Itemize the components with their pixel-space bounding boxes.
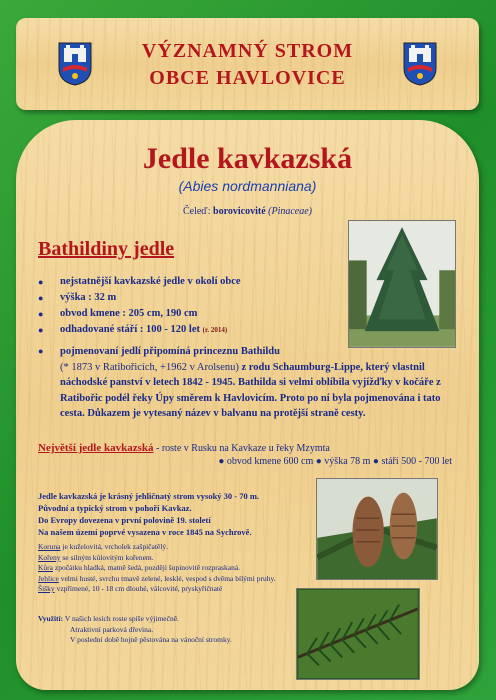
family-label: Čeleď: — [182, 206, 211, 217]
morphology-term: Kořeny — [38, 552, 61, 562]
usage-label: Využití: — [38, 614, 64, 623]
content-panel — [16, 120, 479, 690]
usage-line: V našich lesích roste spíše výjimečně. — [64, 614, 179, 623]
history-part-4: Bathilda si velmi oblíbila vyjížďky v kočáře z Ratibořic podél řeky Úpy směrem k Havlovicím. Proto po ní byla pojmenována i tato cesta. Důkazem je vytesaný název v balvanu na protější straně cesty. — [60, 377, 441, 419]
history-part-1: pojmenovaní jedlí připomíná princeznu Bathildu — [60, 346, 280, 357]
family-czech: borovicovité — [213, 206, 266, 217]
morphology-term: Šišky — [38, 584, 55, 593]
morphology-line — [38, 563, 318, 574]
morphology-term: Koruna — [38, 542, 61, 551]
description — [38, 490, 318, 538]
usage-line: V poslední době hojně pěstována na vánoční stromky. — [70, 635, 232, 644]
fact-note: (r. 2014) — [202, 326, 228, 334]
description-line: Do Evropy dovezena v první polovině 19. století — [38, 515, 211, 525]
header-line-2: OBCE HAVLOVICE — [149, 67, 346, 89]
largest-tree-stats: ● obvod kmene 600 cm ● výška 78 m ● stáří 500 - 700 let — [218, 456, 452, 467]
morphology — [38, 542, 318, 595]
history-paragraph — [38, 344, 458, 422]
latin-name: (Abies nordmanniana) — [178, 178, 317, 194]
history-part-2: (* 1873 v Ratibořicích, +1962 v Arolsenu) — [60, 361, 239, 373]
history-part-3: z rodu Schaumburg-Lippe, který vlastnil náchodské panství v letech 1842 - 1945. — [60, 361, 425, 388]
morphology-text: vzpřímené, 10 - 18 cm dlouhé, válcovité, pryskyřičnaté — [54, 584, 223, 593]
usage-section — [38, 614, 298, 646]
morphology-text: velmi husté, svrchu tmavě zelené, lesklé, vespod s dvěma bílými pruhy. — [58, 573, 276, 583]
morphology-line — [38, 574, 318, 585]
coat-of-arms-icon — [403, 42, 437, 86]
morphology-text: je kuželovitá, vrcholek zašpičatělý. — [60, 542, 168, 551]
description-line: Jedle kavkazská je krásný jehličnatý strom vysoký 30 - 70 m. — [38, 491, 260, 501]
morphology-line — [38, 553, 318, 564]
family-latin: (Pinaceae) — [268, 206, 313, 217]
usage-line: Atraktivní parková dřevina. — [70, 624, 154, 634]
list-item: ● nejstatnější kavkazské jedle v okolí obce — [38, 274, 348, 290]
facts-list — [38, 274, 348, 338]
morphology-term: Jehlice — [38, 573, 59, 583]
description-line: Původní a typický strom v pohoří Kavkaz. — [38, 503, 192, 513]
page-title: Jedle kavkazská — [142, 142, 353, 175]
fir-cone-photo — [316, 478, 438, 580]
header-line-1: VÝZNAMNÝ STROM — [141, 40, 354, 62]
coat-of-arms-icon — [58, 42, 92, 86]
largest-tree-title: Největší jedle kavkazská — [38, 442, 154, 454]
list-item: ● obvod kmene : 205 cm, 190 cm — [38, 306, 348, 322]
morphology-text: zpočátku hladká, matně šedá, později šupinovitě rozpraskaná. — [53, 563, 241, 572]
morphology-text: se silným kůlovitým kořenem. — [60, 552, 154, 562]
largest-tree-desc: - roste v Rusku na Kavkaze u řeky Mzymta — [153, 443, 330, 454]
morphology-line — [38, 542, 318, 553]
family-line — [16, 206, 479, 217]
fact-text: odhadované stáří : 100 - 120 let — [60, 324, 200, 335]
largest-tree-section — [38, 442, 458, 467]
section-title: Bathildiny jedle — [38, 238, 175, 260]
fir-tree-photo — [348, 220, 456, 348]
morphology-line — [38, 584, 318, 595]
header-banner — [16, 18, 479, 110]
description-line: Na našem území poprvé vysazena v roce 1845 na Sychrově. — [38, 527, 252, 537]
list-item: ● výška : 32 m — [38, 290, 348, 306]
header-title — [106, 38, 389, 92]
morphology-term: Kůra — [38, 563, 53, 572]
fir-branch-photo — [296, 588, 420, 680]
list-item — [38, 322, 348, 338]
